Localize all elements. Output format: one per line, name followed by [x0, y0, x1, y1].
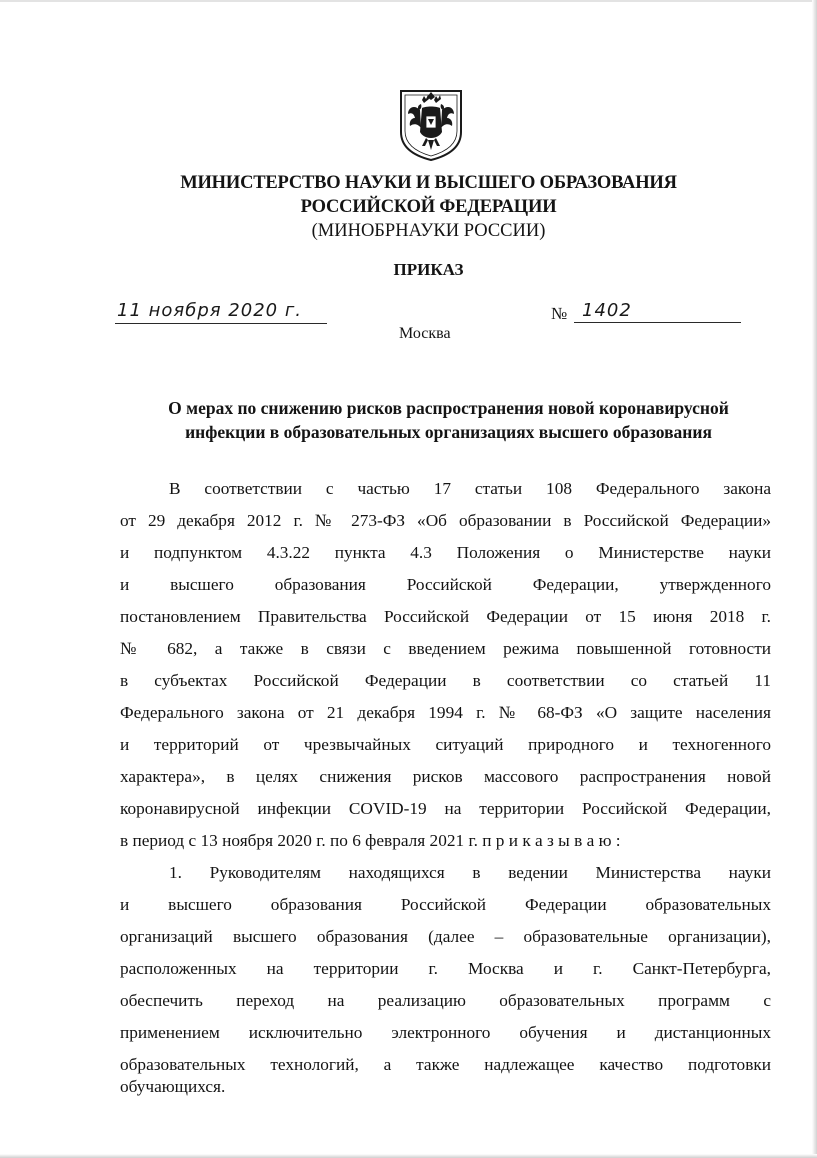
scan-edge-bottom	[0, 1154, 817, 1158]
body-line: обучающихся.	[120, 1077, 226, 1096]
document-city: Москва	[399, 325, 451, 342]
date-underline	[115, 323, 327, 324]
ministry-name-line2: РОССИЙСКОЙ ФЕДЕРАЦИИ	[300, 197, 557, 217]
body-line: применением исключительно электронного обучения и дистанционных	[120, 1023, 771, 1042]
body-line: В соответствии с частью 17 статьи 108 Федерального закона	[169, 479, 771, 498]
body-line: организаций высшего образования (далее – образовательные организации),	[120, 927, 771, 946]
document-title-line2: инфекции в образовательных организациях высшего образования	[185, 422, 712, 442]
scan-edge-top	[0, 0, 817, 2]
body-line: Федерального закона от 21 декабря 1994 г. № 68-ФЗ «О защите населения	[120, 703, 771, 722]
body-line: в субъектах Российской Федерации в соответствии со статьей 11	[120, 671, 771, 690]
russian-coat-of-arms-icon	[398, 88, 464, 162]
body-line: и высшего образования Российской Федерации, утвержденного	[120, 575, 771, 594]
body-line: от 29 декабря 2012 г. № 273-ФЗ «Об образовании в Российской Федерации»	[120, 511, 771, 530]
ministry-name-line1: МИНИСТЕРСТВО НАУКИ И ВЫСШЕГО ОБРАЗОВАНИЯ	[180, 173, 677, 193]
body-line: характера», в целях снижения рисков массового распространения новой	[120, 767, 771, 786]
body-line: и территорий от чрезвычайных ситуаций природного и техногенного	[120, 735, 771, 754]
body-line: № 682, а также в связи с введением режима повышенной готовности	[120, 639, 771, 658]
body-line: 1. Руководителям находящихся в ведении Министерства науки	[169, 863, 771, 882]
body-line: расположенных на территории г. Москва и г. Санкт-Петербурга,	[120, 959, 771, 978]
body-line: в период с 13 ноября 2020 г. по 6 февраля 2021 г. п р и к а з ы в а ю :	[120, 831, 621, 850]
body-line: обеспечить переход на реализацию образовательных программ с	[120, 991, 771, 1010]
ministry-short-name: (МИНОБРНАУКИ РОССИИ)	[311, 221, 546, 241]
number-underline	[574, 322, 741, 323]
body-line: постановлением Правительства Российской Федерации от 15 июня 2018 г.	[120, 607, 771, 626]
body-line: образовательных технологий, а также надлежащее качество подготовки	[120, 1055, 771, 1074]
body-line: и высшего образования Российской Федерации образовательных	[120, 895, 771, 914]
body-line: и подпунктом 4.3.22 пункта 4.3 Положения о Министерстве науки	[120, 543, 771, 562]
document-type: ПРИКАЗ	[393, 260, 464, 279]
number-sign: №	[551, 304, 568, 323]
document-date: 11 ноября 2020 г.	[117, 300, 303, 321]
document-title-line1: О мерах по снижению рисков распространения новой коронавирусной	[168, 398, 729, 418]
document-number: 1402	[582, 300, 632, 321]
body-line: коронавирусной инфекции COVID-19 на территории Российской Федерации,	[120, 799, 771, 818]
